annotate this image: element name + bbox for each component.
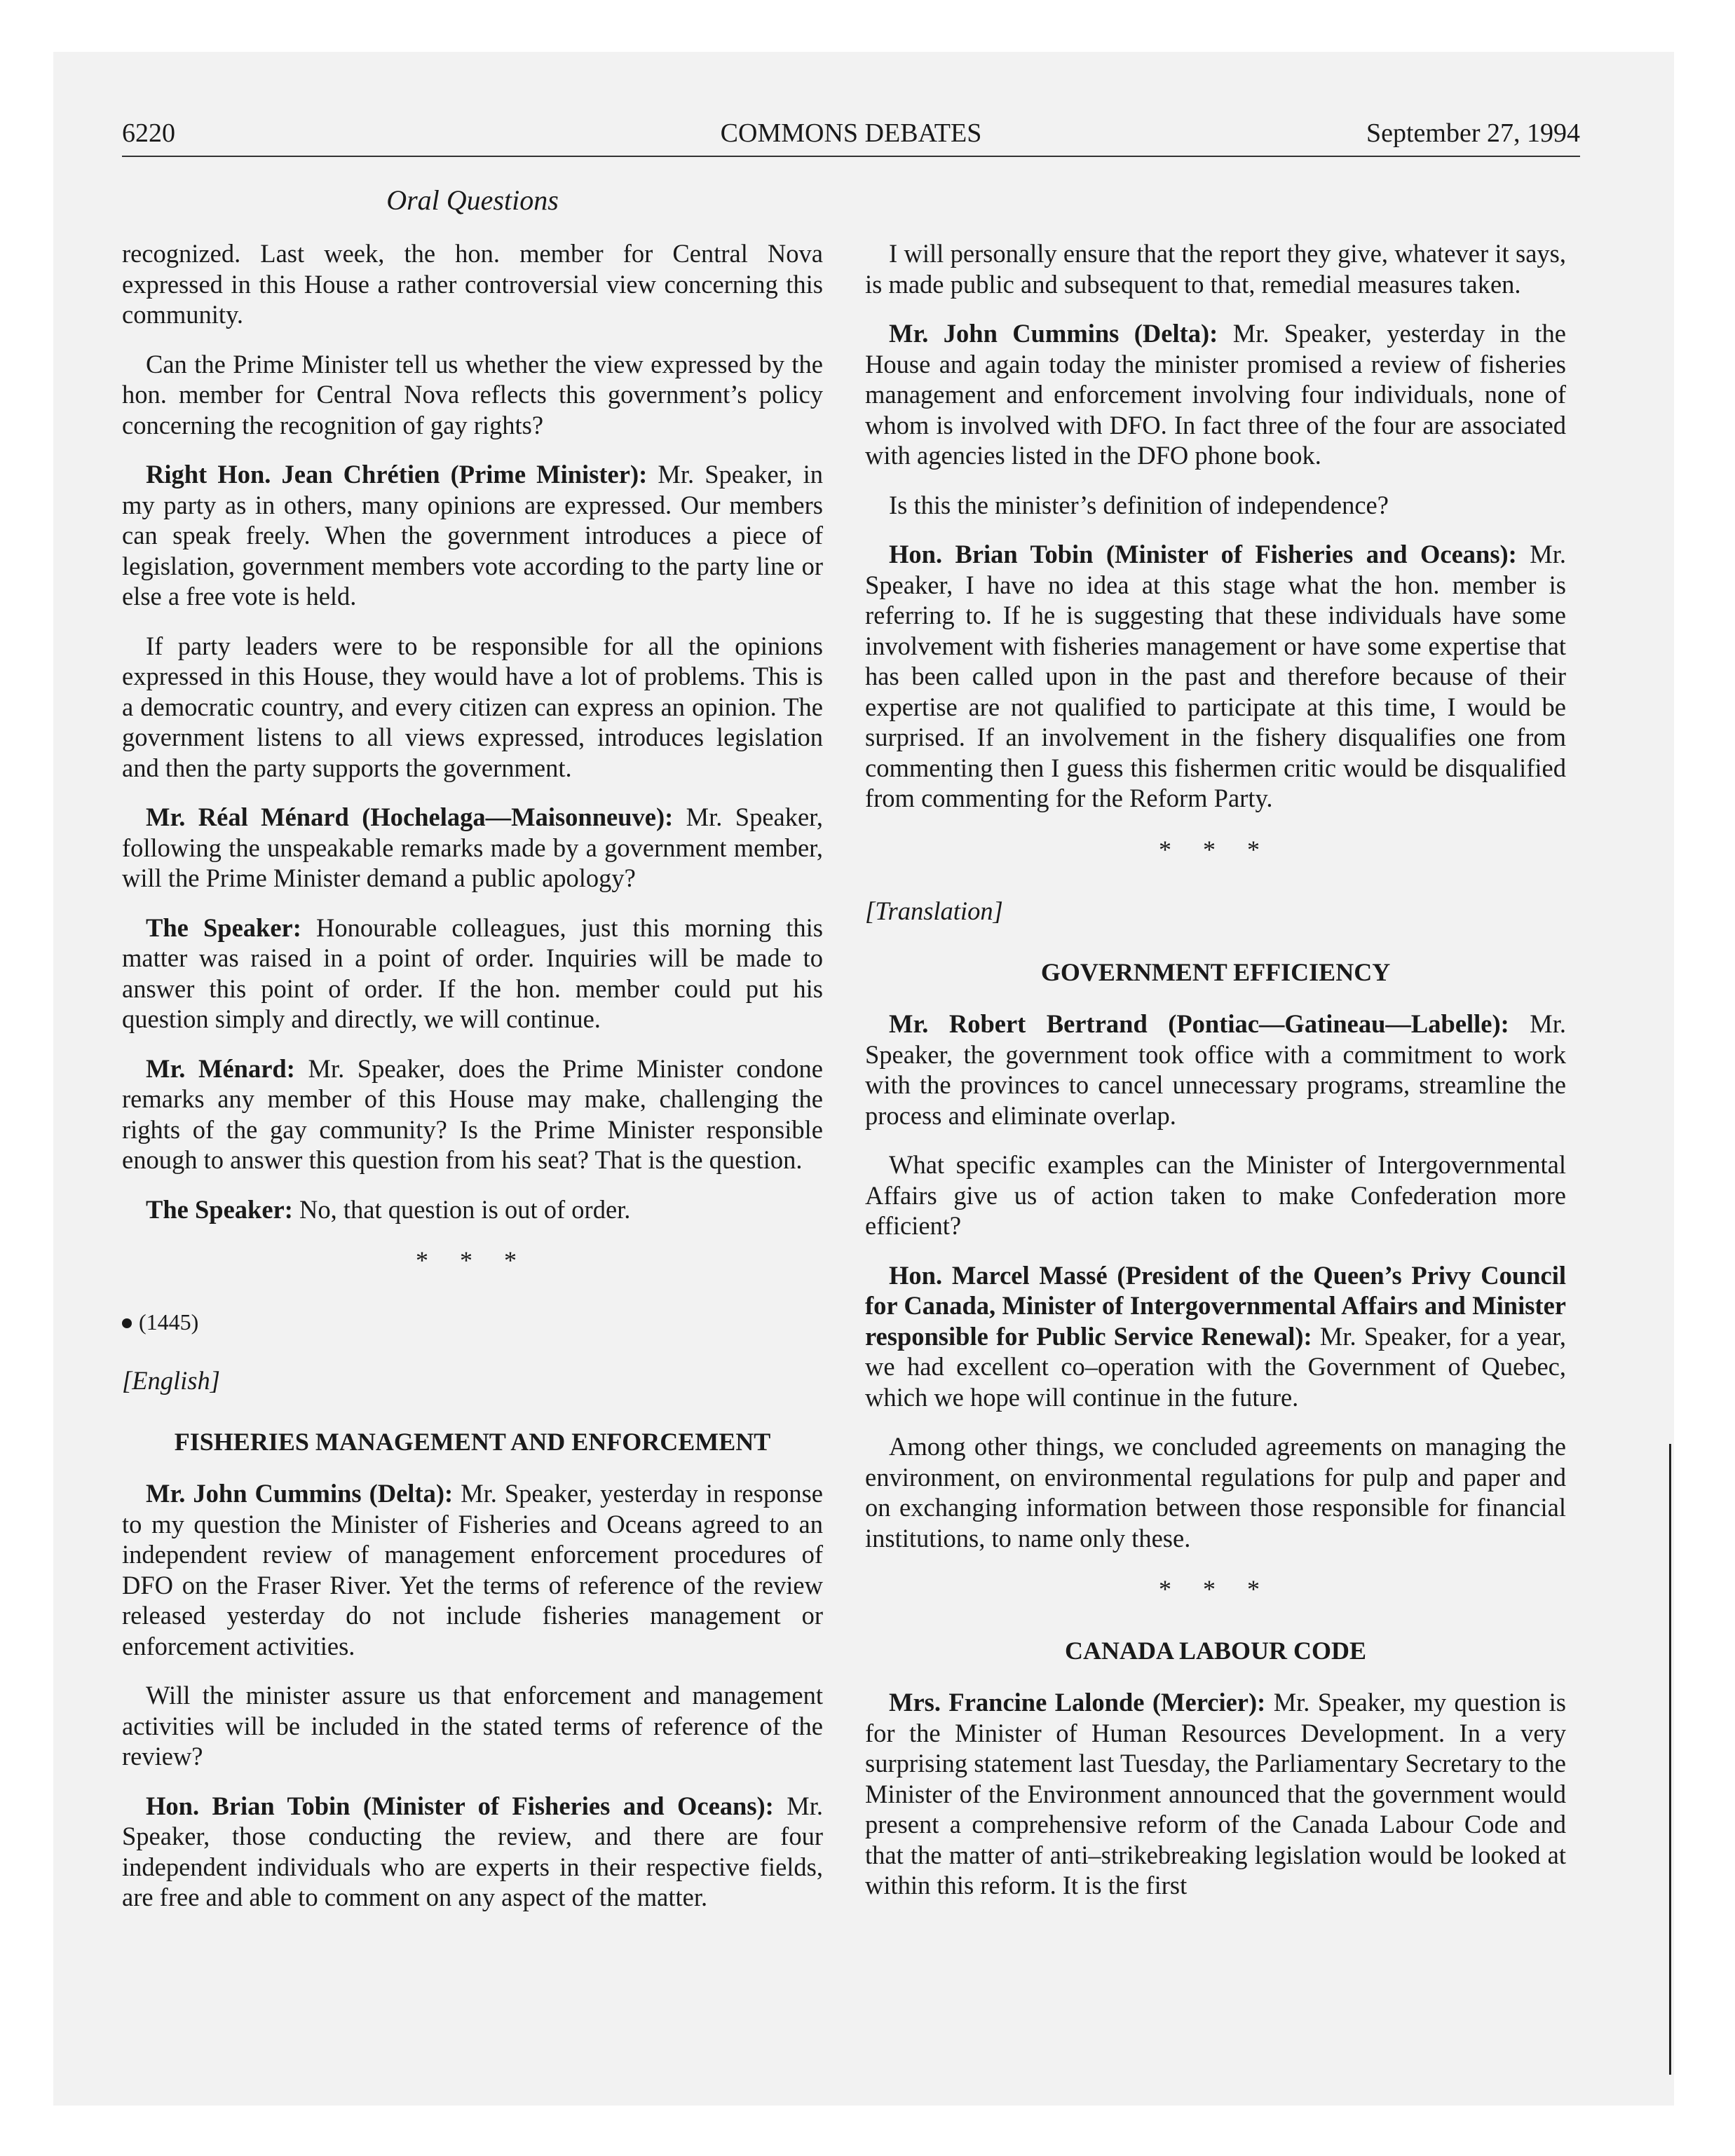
- paragraph: What specific examples can the Minister of Intergovernmental Affairs give us of action taken to make Confederation more efficient?: [865, 1150, 1566, 1240]
- paragraph: Can the Prime Minister tell us whether the view expressed by the hon. member for Central Nova reflects this government’s policy concerning the recognition of gay rights?: [122, 349, 823, 439]
- speech-text: Honourable colleagues, just this morning this matter was raised in a point of order. Inquiries will be made to answer this point of order. If the hon. member could put his question simply and directly, we will continue.: [122, 913, 823, 1033]
- paragraph: Will the minister assure us that enforcement and management activities will be included in the stated terms of reference of the review?: [122, 1681, 823, 1770]
- speech-text: Mr. Speaker, the government took office with a commitment to work with the provinces to cancel unnecessary programs, streamline the process and eliminate overlap.: [865, 1009, 1566, 1130]
- speech-text: Mr. Speaker, for a year, we had excellent co–operation with the Government of Quebec, which we hope will continue in the future.: [865, 1321, 1566, 1412]
- speech-text: No, that question is out of order.: [292, 1194, 631, 1224]
- speaker-name: Mr. Robert Bertrand (Pontiac—Gatineau—Labelle):: [889, 1009, 1509, 1038]
- section-separator: * * *: [416, 1246, 529, 1274]
- speaker-name: Mr. Ménard:: [146, 1053, 295, 1083]
- speech-text: Mr. Speaker, yesterday in the House and again today the minister promised a review of fisheries management and enforcement involving four individuals, none of whom is involved with DFO. In fact three of the four are associated with agencies listed in the DFO phone book.: [865, 319, 1566, 470]
- speech-text: Mr. Speaker, yesterday in response to my question the Minister of Fisheries and Oceans agreed to an independent review of management enforcement procedures of DFO on the Fraser River. Yet the terms of reference of the review released yesterday do not include fisheries management or enforcement activities.: [122, 1479, 823, 1660]
- paragraph: Is this the minister’s definition of independence?: [889, 490, 1389, 519]
- paragraph: recognized. Last week, the hon. member for Central Nova expressed in this House a rather controversial view concerning this community.: [122, 239, 823, 329]
- paragraph: Among other things, we concluded agreements on managing the environment, on environmental regulations for pulp and paper and on exchanging information between those responsible for financial institutions, to name only these.: [865, 1432, 1566, 1553]
- speech-text: Mr. Speaker, I have no idea at this stage what the hon. member is referring to. If he is suggesting that these individuals have some involvement with fisheries management or have some expertise that has been called upon in the past and therefore because of their expertise are not qualified to participate at this time, I would be surprised. If an involvement in the fishery disqualifies one from commenting then I guess this fishermen critic would be disqualified from commenting for the Reform Party.: [865, 540, 1566, 812]
- publication-title: COMMONS DEBATES: [720, 118, 982, 148]
- speaker-name: Hon. Marcel Massé (President of the Queen’s Privy Council for Canada, Minister of Intergovernmental Affairs and Minister responsible for Public Service Renewal):: [865, 1260, 1566, 1351]
- paragraph: [122, 802, 823, 894]
- paragraph: [122, 1194, 823, 1225]
- speech-text: Mr. Speaker, following the unspeakable remarks made by a government member, will the Prime Minister demand a public apology?: [122, 803, 823, 892]
- language-tag: [Translation]: [865, 896, 1003, 925]
- paragraph: [122, 1053, 823, 1175]
- speaker-name: Mrs. Francine Lalonde (Mercier):: [889, 1688, 1266, 1717]
- paragraph: [122, 1791, 823, 1913]
- page-header: [122, 115, 1580, 157]
- paragraph: I will personally ensure that the report they give, whatever it says, is made public and subsequent to that, remedial measures taken.: [865, 239, 1566, 299]
- speaker-name: Hon. Brian Tobin (Minister of Fisheries and Oceans):: [146, 1791, 774, 1820]
- paragraph: [122, 913, 823, 1035]
- speaker-name: Mr. Réal Ménard (Hochelaga—Maisonneuve):: [146, 803, 674, 831]
- paragraph: [865, 1009, 1566, 1131]
- paragraph: [122, 459, 823, 612]
- bullet-icon: [122, 1318, 132, 1328]
- paragraph: [122, 1478, 823, 1661]
- page-edge-line: [1669, 1444, 1671, 2075]
- speech-text: Mr. Speaker, my question is for the Minister of Human Resources Development. In a very surprising statement last Tuesday, the Parliamentary Secretary to the Minister of the Environment announced that the government would present a comprehensive reform of the Canada Labour Code and that the matter of anti–strikebreaking legislation would be looked at within this reform. It is the first: [865, 1688, 1566, 1899]
- section-separator: * * *: [1159, 1575, 1272, 1603]
- subject-heading: GOVERNMENT EFFICIENCY: [1040, 957, 1391, 986]
- speaker-name: Mr. John Cummins (Delta):: [146, 1479, 454, 1508]
- subject-heading: FISHERIES MANAGEMENT AND ENFORCEMENT: [174, 1427, 771, 1456]
- paragraph: [865, 539, 1566, 814]
- subject-heading: CANADA LABOUR CODE: [1064, 1636, 1367, 1665]
- section-title: Oral Questions: [386, 184, 559, 216]
- section-separator: * * *: [1159, 835, 1272, 864]
- paragraph: [865, 1260, 1566, 1413]
- left-column: [122, 238, 823, 1932]
- page-number: 6220: [122, 118, 175, 148]
- language-tag: [English]: [122, 1366, 220, 1395]
- timestamp: [122, 1307, 823, 1338]
- speaker-name: The Speaker:: [146, 913, 301, 942]
- paragraph: If party leaders were to be responsible for all the opinions expressed in this House, they would have a lot of problems. This is a democratic country, and every citizen can express an opinion. The government listens to all views expressed, introduces legislation and then the party supports the government.: [122, 631, 823, 782]
- paragraph: [865, 1687, 1566, 1901]
- speaker-name: Right Hon. Jean Chrétien (Prime Minister):: [146, 460, 648, 489]
- speaker-name: Mr. John Cummins (Delta):: [889, 319, 1218, 348]
- speaker-name: Hon. Brian Tobin (Minister of Fisheries and Oceans):: [889, 540, 1517, 568]
- speaker-name: The Speaker:: [146, 1194, 293, 1224]
- timestamp-text: (1445): [139, 1309, 199, 1335]
- speech-text: Mr. Speaker, those conducting the review, and there are four independent individuals who are experts in their respective fields, are free and able to comment on any aspect of the matter.: [122, 1791, 823, 1911]
- publication-date: September 27, 1994: [1366, 118, 1580, 148]
- speech-text: Mr. Speaker, in my party as in others, many opinions are expressed. Our members can speak freely. When the government introduces a piece of legislation, government members vote according to the party line or else a free vote is held.: [122, 460, 823, 610]
- paragraph: [865, 318, 1566, 471]
- speech-text: Mr. Speaker, does the Prime Minister condone remarks any member of this House may make, challenging the rights of the gay community? Is the Prime Minister responsible enough to answer this question from his seat? That is the question.: [122, 1053, 823, 1174]
- right-column: [865, 238, 1566, 1920]
